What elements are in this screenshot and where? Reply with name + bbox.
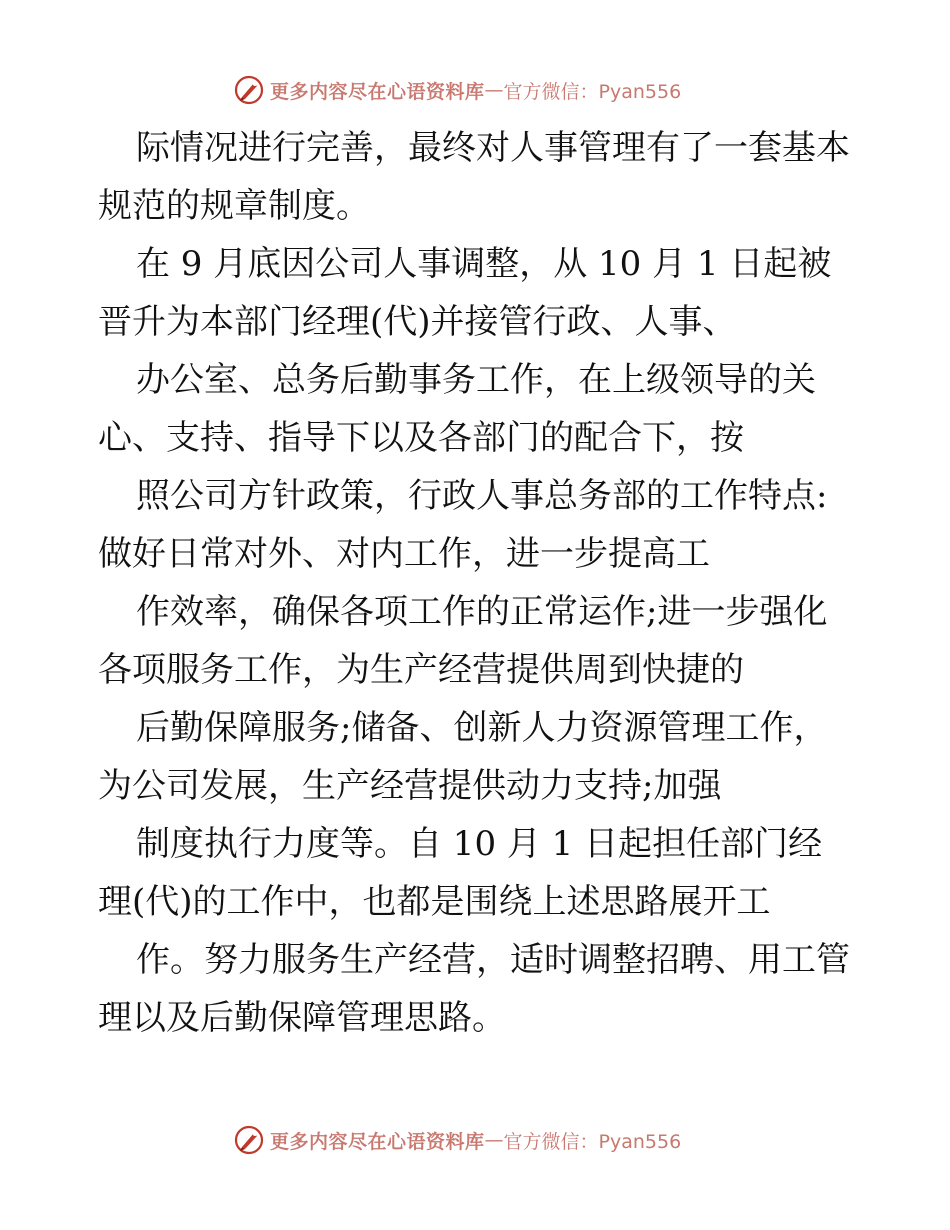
body-line: 后勤保障服务;储备、创新人力资源管理工作， (136, 708, 828, 748)
quill-logo-icon (234, 75, 264, 105)
body-line: 做好日常对外、对内工作，进一步提高工 (98, 534, 710, 574)
banner-title: 更多内容尽在心语资料库 (270, 80, 485, 103)
body-line: 办公室、总务后勤事务工作，在上级领导的关 (136, 360, 816, 400)
body-line: 作效率，确保各项工作的正常运作;进一步强化 (136, 592, 828, 632)
body-line: 晋升为本部门经理(代)并接管行政、人事、 (98, 302, 737, 342)
banner-separator: — (484, 1129, 504, 1151)
body-line: 在 9 月底因公司人事调整，从 10 月 1 日起被 (136, 244, 832, 284)
body-line: 作。努力服务生产经营，适时调整招聘、用工管 (136, 940, 850, 980)
quill-logo-icon (234, 1125, 264, 1155)
banner-separator: — (484, 79, 504, 101)
body-line: 心、支持、指导下以及各部门的配合下，按 (98, 418, 744, 458)
body-line: 规范的规章制度。 (98, 186, 370, 226)
body-line: 为公司发展，生产经营提供动力支持;加强 (98, 766, 722, 806)
body-line: 照公司方针政策，行政人事总务部的工作特点: (136, 476, 828, 516)
body-line: 制度执行力度等。自 10 月 1 日起担任部门经 (136, 824, 823, 864)
body-line: 理以及后勤保障管理思路。 (98, 998, 506, 1038)
banner-wechat: 官方微信：Pyan556 (503, 1130, 682, 1153)
body-line: 理(代)的工作中，也都是围绕上述思路展开工 (98, 882, 771, 922)
banner-title: 更多内容尽在心语资料库 (270, 1130, 485, 1153)
banner-wechat: 官方微信：Pyan556 (503, 80, 682, 103)
footer-banner (0, 1120, 950, 1160)
body-line: 各项服务工作，为生产经营提供周到快捷的 (98, 650, 744, 690)
header-banner (0, 70, 950, 110)
body-line: 际情况进行完善，最终对人事管理有了一套基本 (136, 128, 850, 168)
